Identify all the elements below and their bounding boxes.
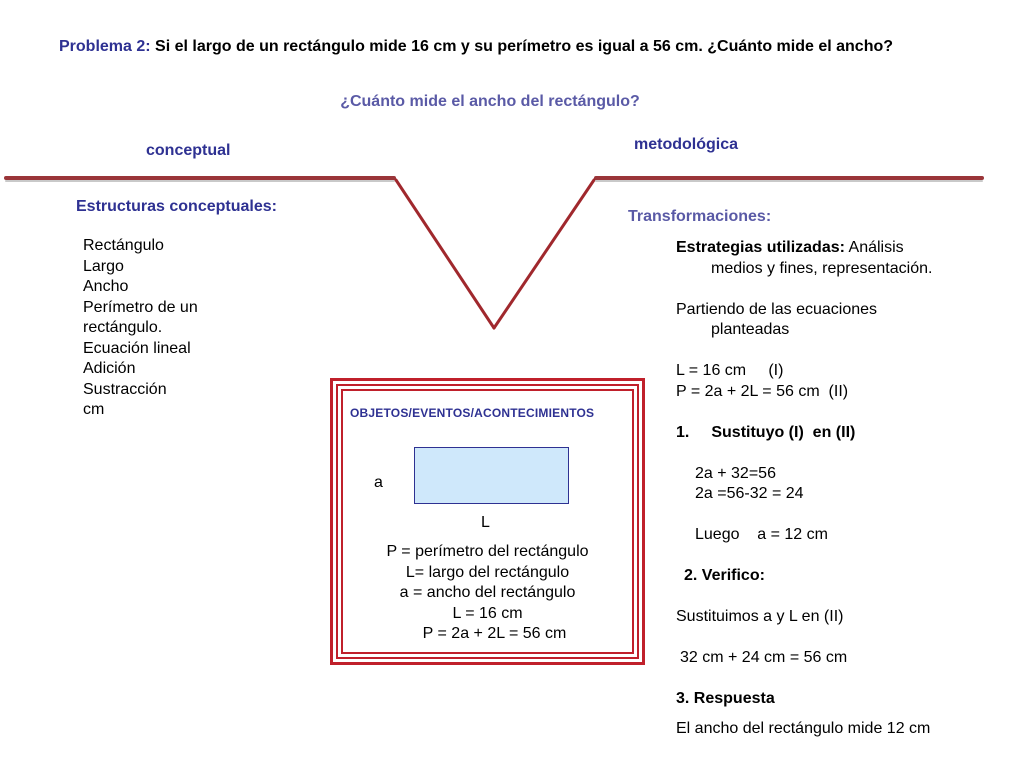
- check-line: 32 cm + 24 cm = 56 cm: [680, 649, 848, 666]
- methodological-header: metodológica: [634, 136, 739, 153]
- objects-title: OBJETOS/EVENTOS/ACONTECIMIENTOS: [350, 406, 595, 420]
- equation-2: P = 2a + 2L = 56 cm (II): [676, 382, 849, 400]
- strategies-continued: medios y fines, representación.: [711, 259, 933, 277]
- concept-item: cm: [83, 401, 105, 418]
- concept-item: Rectángulo: [83, 237, 164, 254]
- concept-item: Ancho: [83, 278, 129, 295]
- step1-title: Sustituyo (I) en (II): [711, 423, 856, 441]
- vee-right-side: [494, 180, 594, 328]
- problem-label: Problema 2:: [59, 38, 151, 55]
- definition-item: L= largo del rectángulo: [405, 563, 570, 581]
- calc-line-1: 2a + 32=56: [695, 464, 776, 482]
- concept-item: Ecuación lineal: [83, 339, 191, 357]
- result-line: Luego a = 12 cm: [695, 526, 828, 543]
- definition-item: P = perímetro del rectángulo: [386, 543, 589, 560]
- rectangle-figure: [414, 447, 569, 504]
- methodological-steps: [676, 238, 996, 739]
- problem-text: Si el largo de un rectángulo mide 16 cm y su perímetro es igual a 56 cm. ¿Cuánto mide el ancho?: [155, 38, 894, 55]
- strategies-text: Análisis: [848, 239, 904, 256]
- step3-title: 3. Respuesta: [676, 690, 775, 707]
- calc-line-2: 2a =56-32 = 24: [695, 485, 804, 502]
- strategies-label: Estrategias utilizadas:: [676, 239, 845, 256]
- concept-item: Perímetro de un rectángulo.: [83, 298, 198, 336]
- concept-item: Largo: [83, 257, 124, 275]
- length-label: L: [481, 514, 490, 531]
- definitions-list: [330, 542, 645, 645]
- width-label: a: [374, 474, 383, 491]
- transformations-title: Transformaciones:: [628, 208, 772, 225]
- definition-item: L = 16 cm: [452, 604, 523, 622]
- vee-left-side: [396, 180, 494, 328]
- step2-title: 2. Verifico:: [684, 567, 765, 584]
- conceptual-structures-title: Estructuras conceptuales:: [76, 198, 277, 215]
- concept-item: Adición: [83, 360, 136, 377]
- starting-text: Partiendo de las ecuaciones: [676, 300, 878, 318]
- concept-list: [83, 236, 223, 421]
- conceptual-header: conceptual: [146, 142, 231, 159]
- step1-number: 1.: [676, 423, 690, 441]
- starting-text-cont: planteadas: [711, 321, 790, 338]
- focus-question: ¿Cuánto mide el ancho del rectángulo?: [340, 93, 640, 110]
- equation-1: L = 16 cm (I): [676, 362, 784, 379]
- answer-line: El ancho del rectángulo mide 12 cm: [676, 719, 931, 737]
- substitute-line: Sustituimos a y L en (II): [676, 608, 844, 625]
- definition-item: P = 2a + 2L = 56 cm: [422, 625, 567, 642]
- concept-item: Sustracción: [83, 380, 167, 398]
- definition-item: a = ancho del rectángulo: [399, 584, 576, 601]
